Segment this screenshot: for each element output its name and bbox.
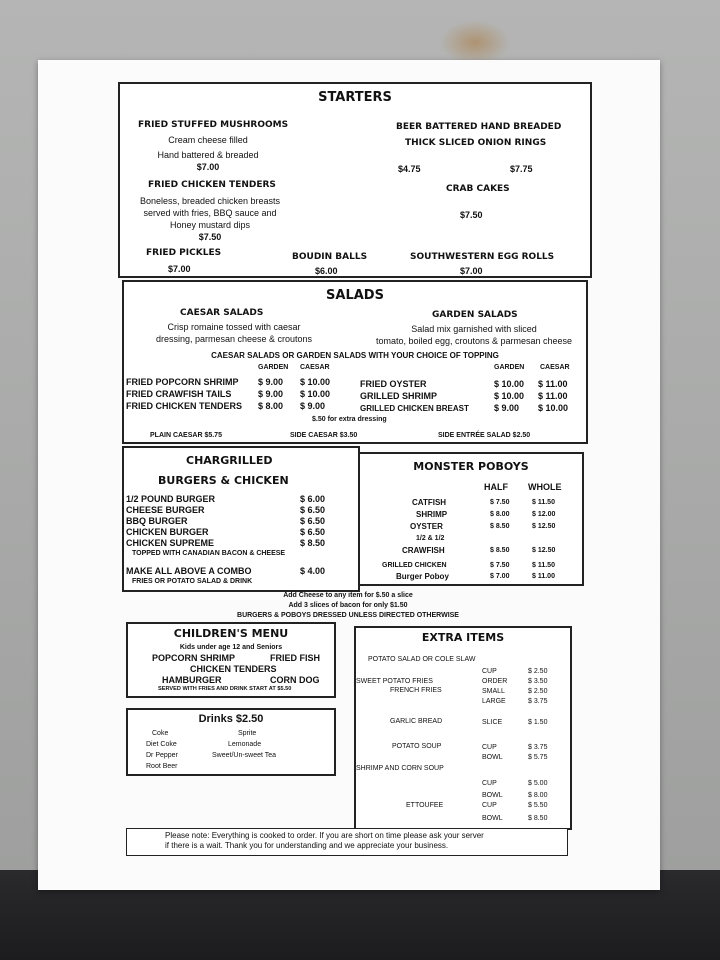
poboy-item-name: SHRIMP	[416, 510, 448, 519]
salads-section	[122, 280, 588, 444]
salad-right-item-name: FRIED OYSTER	[360, 379, 427, 389]
drink-item: Coke	[152, 730, 169, 737]
salad-left-item-garden: $ 9.00	[258, 389, 284, 399]
potato-salad-label: POTATO SALAD OR COLE SLAW	[368, 656, 476, 663]
kids-item: CHICKEN TENDERS	[190, 664, 277, 674]
poboys-title: MONSTER POBOYS	[413, 460, 529, 473]
poboy-item-whole: $ 12.50	[532, 547, 556, 554]
childrens-menu-section	[126, 622, 336, 698]
poboy-item-whole: $ 11.50	[532, 499, 555, 506]
onion-rings-line-1: BEER BATTERED HAND BREADED	[396, 122, 562, 132]
starters-title: STARTERS	[318, 90, 392, 105]
eggrolls-price: $7.00	[460, 266, 483, 276]
burger-item-price: $ 8.50	[300, 538, 326, 548]
starters-section	[118, 82, 592, 278]
poboy-item-half: $ 8.50	[490, 523, 510, 530]
extra-row-size: SLICE	[482, 719, 503, 726]
poboys-section	[358, 452, 584, 586]
salad-right-item-name: GRILLED SHRIMP	[360, 391, 438, 401]
childrens-age-note: Kids under age 12 and Seniors	[179, 644, 283, 651]
tenders-desc-2: served with fries, BBQ sauce and	[143, 208, 277, 218]
salad-left-item-garden: $ 9.00	[258, 377, 284, 387]
salad-right-item-caesar: $ 10.00	[538, 403, 569, 413]
garden-salads-name: GARDEN SALADS	[432, 310, 518, 320]
footer-note-box	[126, 828, 568, 856]
extra-row-price: $ 3.75	[528, 744, 548, 751]
extra-row-name: GARLIC BREAD	[390, 718, 443, 725]
salad-left-item-name: FRIED CRAWFISH TAILS	[126, 389, 232, 399]
crab-cakes-name: CRAB CAKES	[446, 184, 510, 194]
combo-note: FRIES OR POTATO SALAD & DRINK	[132, 578, 253, 585]
pickles-price: $7.00	[168, 264, 191, 274]
extra-items-title: EXTRA ITEMS	[421, 631, 505, 644]
tenders-desc-3: Honey mustard dips	[169, 220, 251, 230]
salad-right-item-garden: $ 9.00	[494, 403, 520, 413]
extra-row-size: CUP	[482, 668, 497, 675]
tenders-name: FRIED CHICKEN TENDERS	[148, 180, 276, 190]
drinks-section	[126, 708, 336, 776]
poboys-col-half: HALF	[484, 482, 508, 492]
menu-sheet	[38, 60, 660, 890]
extra-row-price: $ 2.50	[528, 668, 548, 675]
poboy-item-half: $ 8.50	[490, 547, 510, 554]
right-col-garden: GARDEN	[494, 364, 525, 371]
addon-cheese: Add Cheese to any item for $.50 a slice	[283, 592, 413, 599]
poboy-burger-whole: $ 11.00	[532, 573, 555, 580]
mushrooms-desc-2: Hand battered & breaded	[157, 150, 259, 160]
drink-item: Diet Coke	[146, 741, 177, 748]
extra-row-size: CUP	[482, 802, 497, 809]
side-caesar-price: SIDE CAESAR $3.50	[290, 432, 358, 439]
burger-item-name: 1/2 POUND BURGER	[126, 494, 216, 504]
salad-left-item-caesar: $ 9.00	[300, 401, 326, 411]
extra-row-price: $ 5.00	[528, 780, 548, 787]
mushrooms-price: $7.00	[196, 162, 220, 172]
addon-bacon: Add 3 slices of bacon for only $1.50	[288, 602, 408, 609]
extra-row-price: $ 8.50	[528, 815, 548, 822]
drinks-title: Drinks $2.50	[198, 713, 264, 725]
caesar-salads-name: CAESAR SALADS	[180, 308, 264, 318]
extra-row-size: CUP	[482, 744, 497, 751]
salad-left-item-name: FRIED CHICKEN TENDERS	[126, 401, 243, 411]
extra-dressing-note: $.50 for extra dressing	[312, 416, 387, 423]
crab-cakes-price: $7.50	[460, 210, 483, 220]
salad-left-item-garden: $ 8.00	[258, 401, 284, 411]
burger-item-price: $ 6.50	[300, 516, 326, 526]
addon-dressed-note: BURGERS & POBOYS DRESSED UNLESS DIRECTED OTHERWISE	[237, 612, 459, 619]
boudin-price: $6.00	[315, 266, 338, 276]
side-entree-salad-price: SIDE ENTRÉE SALAD $2.50	[438, 432, 531, 439]
salad-right-item-name: GRILLED CHICKEN BREAST	[360, 404, 469, 413]
mushrooms-desc-1: Cream cheese filled	[168, 135, 248, 145]
extra-row-price: $ 5.50	[528, 802, 548, 809]
extra-row-price: $ 8.00	[528, 792, 548, 799]
poboy-grilled-chicken-half: $ 7.50	[490, 562, 510, 569]
poboy-item-name: CRAWFISH	[402, 546, 445, 555]
extra-row-price: $ 3.75	[528, 698, 548, 705]
topping-note: CAESAR SALADS OR GARDEN SALADS WITH YOUR CHOICE OF TOPPING	[211, 351, 499, 360]
extra-row-price: $ 2.50	[528, 688, 548, 695]
poboy-item-whole: $ 12.50	[532, 523, 556, 530]
combo-label: MAKE ALL ABOVE A COMBO	[126, 566, 252, 576]
extra-row-name: ETTOUFEE	[406, 802, 444, 809]
drink-item: Sprite	[238, 730, 257, 737]
burger-item-price: $ 6.50	[300, 505, 326, 515]
tenders-price: $7.50	[198, 232, 222, 242]
drink-item: Root Beer	[146, 763, 178, 770]
burger-item-name: CHICKEN SUPREME	[126, 538, 215, 548]
garden-salads-desc-1: Salad mix garnished with sliced	[411, 324, 537, 334]
kids-item: CORN DOG	[270, 675, 320, 685]
burger-item-price: $ 6.50	[300, 527, 326, 537]
drink-item: Lemonade	[228, 741, 262, 748]
salad-left-item-caesar: $ 10.00	[300, 389, 331, 399]
extra-row-size: BOWL	[482, 754, 503, 761]
mushrooms-name: FRIED STUFFED MUSHROOMS	[138, 120, 289, 130]
poboy-item-name: 1/2 & 1/2	[416, 535, 445, 542]
kids-item: POPCORN SHRIMP	[152, 653, 236, 663]
right-col-caesar: CAESAR	[540, 364, 570, 371]
burgers-title-2: BURGERS & CHICKEN	[158, 474, 289, 487]
childrens-menu-title: CHILDREN'S MENU	[173, 627, 289, 640]
salad-right-item-caesar: $ 11.00	[538, 391, 568, 401]
wall-stain	[440, 20, 510, 65]
tenders-desc-1: Boneless, breaded chicken breasts	[139, 196, 281, 206]
extra-row-price: $ 3.50	[528, 678, 548, 685]
extra-row-name: FRENCH FRIES	[390, 687, 442, 694]
extra-row-name: SHRIMP AND CORN SOUP	[356, 765, 444, 772]
kids-served-note: SERVED WITH FRIES AND DRINK START AT $5.50	[158, 686, 292, 692]
poboy-burger-name: Burger Poboy	[396, 572, 449, 581]
salad-left-item-name: FRIED POPCORN SHRIMP	[126, 377, 239, 387]
eggrolls-name: SOUTHWESTERN EGG ROLLS	[410, 252, 555, 262]
left-col-garden: GARDEN	[258, 364, 289, 371]
burgers-title-1: CHARGRILLED	[186, 454, 273, 467]
extra-row-size: LARGE	[482, 698, 506, 705]
poboy-item-half: $ 7.50	[490, 499, 510, 506]
kids-item: HAMBURGER	[162, 675, 222, 685]
extra-row-size: ORDER	[482, 678, 508, 685]
poboy-item-half: $ 8.00	[490, 511, 510, 518]
drink-item: Sweet/Un-sweet Tea	[212, 752, 277, 759]
extra-row-size: CUP	[482, 780, 497, 787]
salad-right-item-garden: $ 10.00	[494, 379, 525, 389]
poboy-burger-half: $ 7.00	[490, 573, 510, 580]
plain-caesar-price: PLAIN CAESAR $5.75	[150, 432, 222, 439]
poboy-item-name: CATFISH	[412, 498, 447, 507]
caesar-salads-desc-1: Crisp romaine tossed with caesar	[167, 322, 301, 332]
footer-note-line-1: Please note: Everything is cooked to order. If you are short on time please ask your server	[165, 831, 484, 840]
extra-row-name: POTATO SOUP	[392, 743, 442, 750]
poboys-col-whole: WHOLE	[528, 482, 562, 492]
boudin-name: BOUDIN BALLS	[292, 252, 368, 262]
poboy-item-name: OYSTER	[410, 522, 443, 531]
extra-row-size: SMALL	[482, 688, 505, 695]
poboy-item-whole: $ 12.00	[532, 511, 556, 518]
extra-items-section	[354, 626, 572, 830]
combo-price: $ 4.00	[300, 566, 326, 576]
salads-title: SALADS	[326, 288, 384, 303]
extra-row-price: $ 1.50	[528, 719, 548, 726]
salad-right-item-garden: $ 10.00	[494, 391, 525, 401]
pickles-name: FRIED PICKLES	[146, 248, 222, 258]
burger-item-price: $ 6.00	[300, 494, 326, 504]
left-col-caesar: CAESAR	[300, 364, 330, 371]
salad-left-item-caesar: $ 10.00	[300, 377, 331, 387]
caesar-salads-desc-2: dressing, parmesan cheese & croutons	[155, 334, 313, 344]
kids-item: FRIED FISH	[270, 653, 321, 663]
salad-right-item-caesar: $ 11.00	[538, 379, 568, 389]
onion-rings-price-1: $4.75	[398, 164, 421, 174]
footer-note-line-2: if there is a wait. Thank you for understanding and we appreciate your business.	[165, 841, 449, 850]
burger-item-name: CHEESE BURGER	[126, 505, 205, 515]
extra-row-size: BOWL	[482, 815, 503, 822]
poboy-grilled-chicken-name: GRILLED CHICKEN	[382, 562, 447, 569]
onion-rings-line-2: THICK SLICED ONION RINGS	[405, 138, 547, 148]
extra-row-size: BOWL	[482, 792, 503, 799]
burgers-section	[122, 446, 360, 592]
poboy-grilled-chicken-whole: $ 11.50	[532, 562, 555, 569]
drink-item: Dr Pepper	[146, 752, 178, 759]
garden-salads-desc-2: tomato, boiled egg, croutons & parmesan cheese	[375, 336, 573, 346]
extra-row-price: $ 5.75	[528, 754, 548, 761]
burger-item-name: BBQ BURGER	[126, 516, 188, 526]
supreme-note: TOPPED WITH CANADIAN BACON & CHEESE	[132, 550, 286, 557]
burger-item-name: CHICKEN BURGER	[126, 527, 209, 537]
onion-rings-price-2: $7.75	[510, 164, 533, 174]
extra-row-name: SWEET POTATO FRIES	[356, 678, 433, 685]
